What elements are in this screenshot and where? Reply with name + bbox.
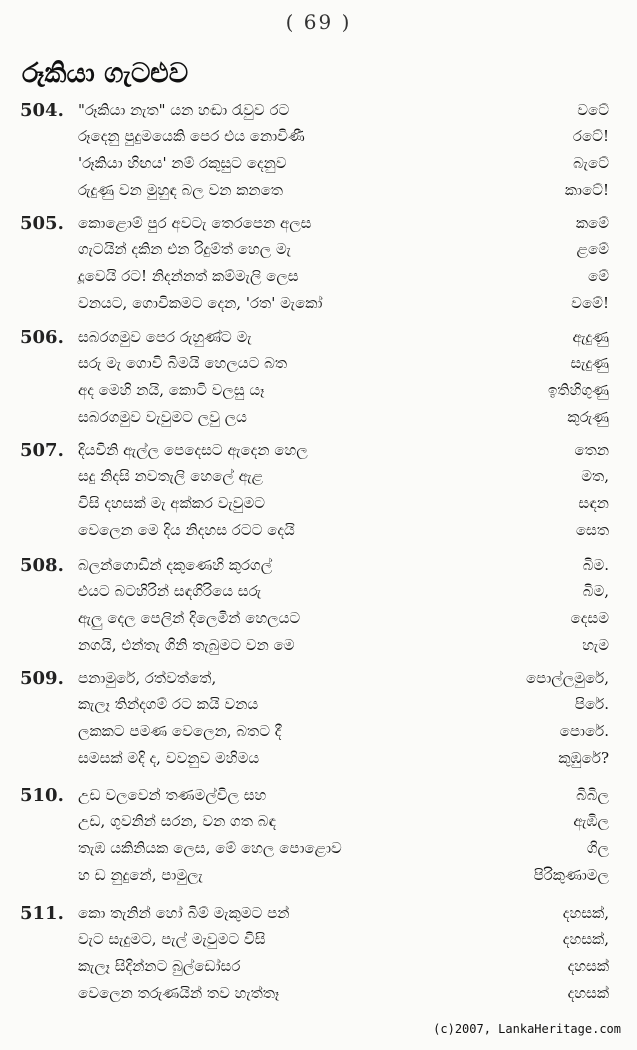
stanza-number: 507. bbox=[20, 440, 64, 461]
verse-text: වැට සැදුමට, පැල් මැවුමට විසි bbox=[78, 930, 266, 948]
verse-line bbox=[0, 493, 637, 521]
verse-text: දියවිනි ඇල්ල පෙදෙසට ඇදෙන හෙල bbox=[78, 441, 308, 459]
verse-rhyme-word: දහසක් bbox=[567, 984, 609, 1002]
verse-rhyme-word: ගිල bbox=[586, 839, 609, 857]
verse-line bbox=[0, 581, 637, 609]
verse-text: වෙලෙන තරුණයින් තව හැත්තෑ bbox=[78, 984, 280, 1002]
verse-line bbox=[0, 520, 637, 548]
verse-rhyme-word: කුඹුරේ? bbox=[558, 749, 609, 767]
verse-line bbox=[0, 266, 637, 294]
verse-text: සරු මැ ගොවි බිමයි හෙලයට බත bbox=[78, 354, 288, 372]
verse-line bbox=[0, 748, 637, 776]
verse-text: රූදෙනු පුදුමයෙකි පෙර එය නොවිණී bbox=[78, 127, 305, 145]
verse-rhyme-word: සෙත bbox=[575, 521, 609, 539]
verse-line bbox=[0, 555, 637, 583]
verse-rhyme-word: පිරිකුණාමල bbox=[533, 866, 609, 884]
verse-line bbox=[0, 838, 637, 866]
stanza-number: 509. bbox=[20, 668, 64, 689]
verse-text: 'රූකියා හිඟය' නම් රකුසුට දෙනුව bbox=[78, 154, 287, 172]
verse-rhyme-word: මත, bbox=[581, 467, 609, 485]
verse-line bbox=[0, 153, 637, 181]
verse-text: විසි දහසක් මැ අක්කර වැවුමට bbox=[78, 494, 266, 512]
verse-rhyme-word: දහසක්, bbox=[562, 930, 609, 948]
verse-rhyme-word: පිරේ. bbox=[574, 695, 609, 713]
verse-text: සබරගමුව වැවුමට ලවු ලය bbox=[78, 408, 247, 426]
verse-text: වනයට, ගොවිකමට දෙන, 'රත' මැකෝ bbox=[78, 294, 323, 312]
verse-line bbox=[0, 903, 637, 931]
verse-rhyme-word: බිබිල bbox=[576, 786, 609, 804]
verse-rhyme-word: ළමේ bbox=[576, 240, 609, 258]
verse-line bbox=[0, 353, 637, 381]
verse-line bbox=[0, 929, 637, 957]
verse-rhyme-word: කමේ bbox=[575, 214, 609, 232]
verse-rhyme-word: ඇදුණු bbox=[572, 328, 609, 346]
verse-rhyme-word: බැටේ bbox=[573, 154, 609, 172]
verse-text: කැලෑ සිදින්නට බුල්ඩෝසර bbox=[78, 957, 241, 975]
verse-text: තැඹ යකිනියක ලෙස, මේ හෙල පොළොව bbox=[78, 839, 342, 857]
verse-rhyme-word: වටේ bbox=[577, 101, 609, 119]
verse-line bbox=[0, 440, 637, 468]
verse-line bbox=[0, 100, 637, 128]
verse-rhyme-word: බිම. bbox=[582, 556, 609, 574]
verse-text: සබරගමුව පෙර රුහුණ්ට මැ bbox=[78, 328, 252, 346]
poem-title: රූකියා ගැටළුව bbox=[22, 58, 189, 89]
verse-line bbox=[0, 668, 637, 696]
verse-rhyme-word: දහසක්, bbox=[562, 904, 609, 922]
verse-rhyme-word: පොල්ලමුරේ, bbox=[525, 669, 609, 687]
verse-line bbox=[0, 380, 637, 408]
verse-rhyme-word: හැම bbox=[582, 636, 609, 654]
verse-line bbox=[0, 466, 637, 494]
verse-text: උඩ වලවෙන් තණමල්විල සහ bbox=[78, 786, 267, 804]
verse-rhyme-word: පොරේ. bbox=[559, 722, 609, 740]
verse-text: එයට බටහිරින් සඳගිරියෙ සරු bbox=[78, 582, 262, 600]
verse-rhyme-word: තෙන bbox=[574, 441, 609, 459]
verse-rhyme-word: වමේ! bbox=[571, 294, 609, 312]
stanza-number: 508. bbox=[20, 555, 64, 576]
verse-rhyme-word: කාටේ! bbox=[564, 181, 609, 199]
verse-text: සදු නිදසි නවතැලි හෙලේ ඇළ bbox=[78, 467, 264, 485]
verse-rhyme-word: දහසක් bbox=[567, 957, 609, 975]
verse-line bbox=[0, 811, 637, 839]
verse-line bbox=[0, 407, 637, 435]
verse-text: කැලෑ තින්දගම් රට කයි වනය bbox=[78, 695, 259, 713]
verse-line bbox=[0, 180, 637, 208]
verse-rhyme-word: සඳන bbox=[578, 494, 609, 512]
verse-text: කොළොම් පුර අවටැ තෙරපෙන අලස bbox=[78, 214, 312, 232]
verse-text: නගයි, එන්තැ ගිනි තැබුමට වන මෙ bbox=[78, 636, 295, 654]
verse-text: දූවෙයි රට! නිදන්නත් කම්මැලි ලෙස bbox=[78, 267, 299, 285]
verse-text: ලකකට පමණ වෙලෙන, බතට දී bbox=[78, 722, 282, 740]
page-number: ( 69 ) bbox=[285, 10, 352, 34]
stanza-number: 506. bbox=[20, 327, 64, 348]
verse-line bbox=[0, 694, 637, 722]
verse-line bbox=[0, 239, 637, 267]
stanza-number: 511. bbox=[20, 903, 64, 924]
stanza-number: 505. bbox=[20, 213, 64, 234]
verse-line bbox=[0, 293, 637, 321]
stanza-number: 504. bbox=[20, 100, 64, 121]
verse-text: රුදුණු වන මුහුඳ බල වන කනතෙ bbox=[78, 181, 283, 199]
verse-rhyme-word: කුරුණු bbox=[567, 408, 609, 426]
verse-text: උඩ, ගුවනින් සරන, වන ගත බඳ bbox=[78, 812, 277, 830]
verse-rhyme-word: ඉතිහිගුණු bbox=[548, 381, 609, 399]
verse-rhyme-word: සැදුණු bbox=[570, 354, 609, 372]
verse-text: කො තැනින් හෝ බිම් මැකුමට පන් bbox=[78, 904, 290, 922]
verse-line bbox=[0, 635, 637, 663]
verse-line bbox=[0, 865, 637, 893]
verse-line bbox=[0, 126, 637, 154]
verse-text: අද මෙහි නයි, කොටි වලසු යෑ bbox=[78, 381, 265, 399]
verse-text: සමසක් මදි ද, වවනුව මහිමය bbox=[78, 749, 260, 767]
verse-line bbox=[0, 327, 637, 355]
verse-rhyme-word: බිම, bbox=[582, 582, 609, 600]
verse-text: හ ඩ නුදුනේ, පාමුලැ bbox=[78, 866, 203, 884]
verse-text: "රූකියා නැත" යන හඬා රැවුව රට bbox=[78, 101, 290, 119]
verse-text: ගැටයින් දකින එන රිදුම්ත් හෙල මැ bbox=[78, 240, 291, 258]
verse-line bbox=[0, 213, 637, 241]
verse-text: වෙලෙන මෙ දිය නිදහස රටට දෙයි bbox=[78, 521, 295, 539]
stanza-number: 510. bbox=[20, 785, 64, 806]
verse-text: ඇලු දෙල පෙලින් දිලෙමින් හෙලයට bbox=[78, 609, 301, 627]
verse-rhyme-word: මේ bbox=[587, 267, 609, 285]
verse-line bbox=[0, 785, 637, 813]
verse-line bbox=[0, 956, 637, 984]
verse-rhyme-word: දෙසම bbox=[570, 609, 609, 627]
verse-line bbox=[0, 721, 637, 749]
verse-rhyme-word: රටේ! bbox=[572, 127, 609, 145]
verse-line bbox=[0, 983, 637, 1011]
copyright-notice: (c)2007, LankaHeritage.com bbox=[433, 1022, 621, 1036]
verse-line bbox=[0, 608, 637, 636]
verse-text: පනාමුරේ, රත්වත්තේ, bbox=[78, 669, 217, 687]
verse-rhyme-word: ඇඹිල bbox=[573, 812, 609, 830]
verse-text: බලන්ගොඩින් දකුණෙහි කුරගල් bbox=[78, 556, 273, 574]
